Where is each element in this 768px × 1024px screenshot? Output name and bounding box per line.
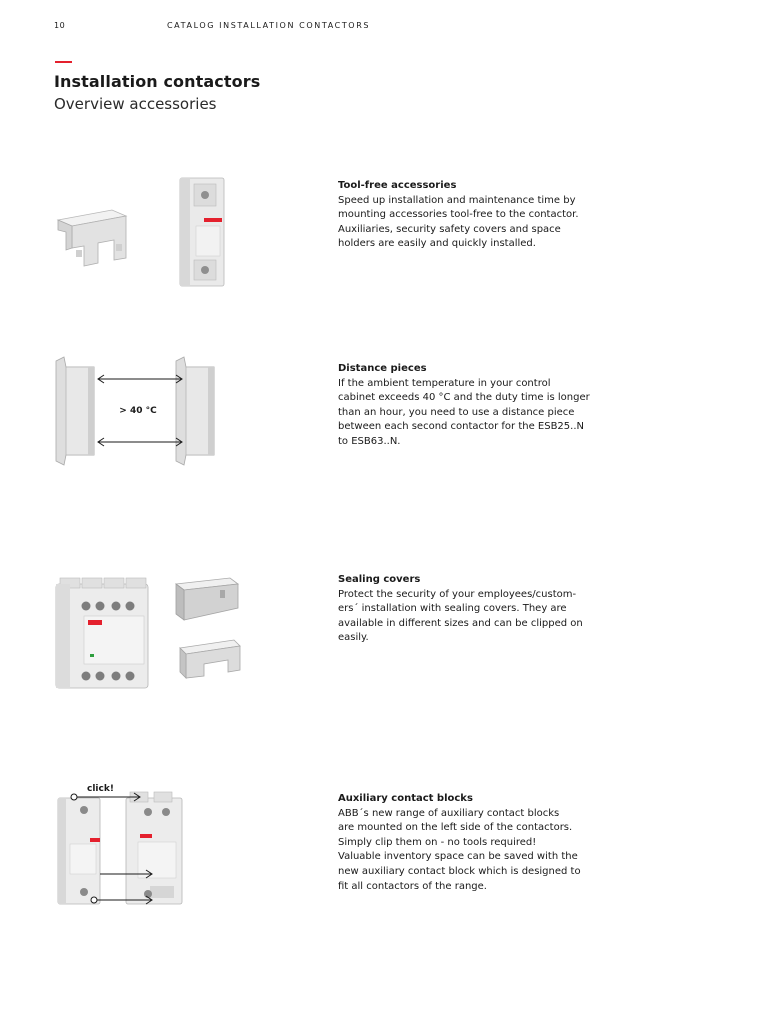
section-body: If the ambient temperature in your control cabinet exceeds 40 °C and the duty time is longer than an hour, you need to use a distance piece between each second contactor for the ESB25..N to ESB63..N. — [338, 377, 590, 447]
section-heading: Auxiliary contact blocks — [338, 793, 473, 804]
auxiliary-block-image — [58, 798, 100, 904]
click-label: click! — [87, 784, 114, 794]
distance-piece-left-image — [56, 357, 94, 465]
distance-pieces-figure — [54, 355, 224, 470]
section-sealing-covers — [338, 573, 608, 646]
auxiliary-contact-blocks-figure — [54, 778, 194, 913]
page-subtitle: Overview accessories — [54, 95, 217, 113]
sealing-covers-figure — [54, 572, 244, 692]
section-distance-pieces — [338, 362, 608, 450]
running-header: CATALOG INSTALLATION CONTACTORS — [167, 21, 371, 30]
distance-piece-right-image — [176, 357, 214, 465]
section-heading: Distance pieces — [338, 363, 427, 374]
sealing-cover-large-image — [176, 578, 238, 620]
section-body: ABB´s new range of auxiliary contact blocks are mounted on the left side of the contactors. Simply clip them on - no tools required! Valuable inventory space can be saved with the new auxiliary contact block which is designed to fit all contactors of the range. — [338, 807, 581, 892]
space-holder-image — [58, 210, 126, 266]
section-heading: Sealing covers — [338, 574, 421, 585]
temperature-label: > 40 °C — [119, 406, 157, 416]
auxiliary-module-image — [180, 178, 224, 286]
section-body: Protect the security of your employees/custom- ers´ installation with sealing covers. They are available in different sizes and can be clipped on easily. — [338, 588, 583, 644]
section-body: Speed up installation and maintenance time by mounting accessories tool-free to the contactor. Auxiliaries, security safety covers and space holders are easily and quickly installed. — [338, 194, 579, 250]
page-title: Installation contactors — [54, 72, 261, 91]
section-auxiliary-contact-blocks — [338, 792, 608, 894]
accent-rule — [55, 61, 72, 63]
section-tool-free-accessories — [338, 179, 608, 252]
tool-free-accessories-figure — [54, 170, 234, 290]
sealing-cover-small-image — [180, 640, 240, 678]
contactor-2-module-image — [126, 792, 182, 904]
section-heading: Tool-free accessories — [338, 180, 457, 191]
contactor-image — [56, 578, 148, 688]
page-number: 10 — [54, 21, 66, 30]
